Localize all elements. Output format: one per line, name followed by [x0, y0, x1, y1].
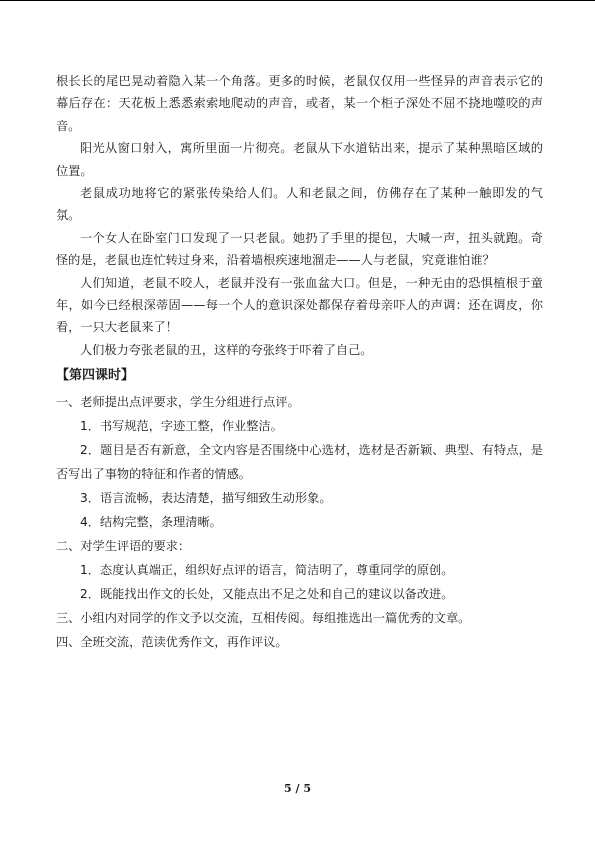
section-item-2: 二、对学生评语的要求： — [56, 539, 191, 554]
criterion-item: 3．语言流畅，表达清楚，描写细致生动形象。 — [80, 491, 332, 506]
section-heading: 【第四课时】 — [56, 368, 135, 384]
section-item-1: 一、老师提出点评要求，学生分组进行点评。 — [56, 395, 300, 410]
story-paragraph: 一个女人在卧室门口发现了一只老鼠。她扔了手里的提包，大喊一声，扭头就跑。奇怪的是，老鼠也连忙转过身来，沿着墙根疾速地溜走——人与老鼠，究竟谁怕谁？ — [56, 230, 543, 268]
story-paragraph: 老鼠成功地将它的紧张传染给人们。人和老鼠之间，仿佛存在了某种一触即发的气氛。 — [56, 186, 543, 223]
requirement-item: 2．既能找出作文的长处，又能点出不足之处和自己的建议以备改进。 — [80, 587, 454, 602]
criterion-item: 2．题目是否有新意，全文内容是否围绕中心选材，选材是否新颖、典型、有特点，是否写出了事物的特征和作者的情感。 — [56, 443, 543, 482]
story-paragraph: 人们知道，老鼠不咬人，老鼠并没有一张血盆大口。但是，一种无由的恐惧植根于童年，如今已经根深蒂固——每一个人的意识深处都保存着母亲吓人的声调：还在调皮，你看，一只大老鼠来了！ — [56, 275, 543, 335]
story-paragraph: 阳光从窗口射入，寓所里面一片彻亮。老鼠从下水道钻出来，提示了某种黑暗区域的位置。 — [56, 141, 543, 178]
story-paragraph: 根长长的尾巴晃动着隐入某一个角落。更多的时候，老鼠仅仅用一些怪异的声音表示它的幕后存在：天花板上悉悉索索地爬动的声音，或者，某一个柜子深处不屈不挠地噬咬的声音。 — [56, 74, 543, 133]
section-item-4: 四、全班交流，范读优秀作文，再作评议。 — [56, 635, 288, 650]
criterion-item: 4．结构完整，条理清晰。 — [80, 515, 222, 530]
section-item-3: 三、小组内对同学的作文予以交流，互相传阅。每组推选出一篇优秀的文章。 — [56, 611, 471, 626]
header-rule — [0, 0, 595, 1]
requirement-item: 1．态度认真端正，组织好点评的语言，简洁明了，尊重同学的原创。 — [80, 563, 454, 578]
document-body — [56, 70, 543, 654]
story-paragraph: 人们极力夸张老鼠的丑，这样的夸张终于吓着了自己。 — [80, 342, 373, 357]
criterion-item: 1．书写规范，字迹工整，作业整洁。 — [80, 419, 283, 434]
page-number: 5 / 5 — [284, 782, 311, 795]
